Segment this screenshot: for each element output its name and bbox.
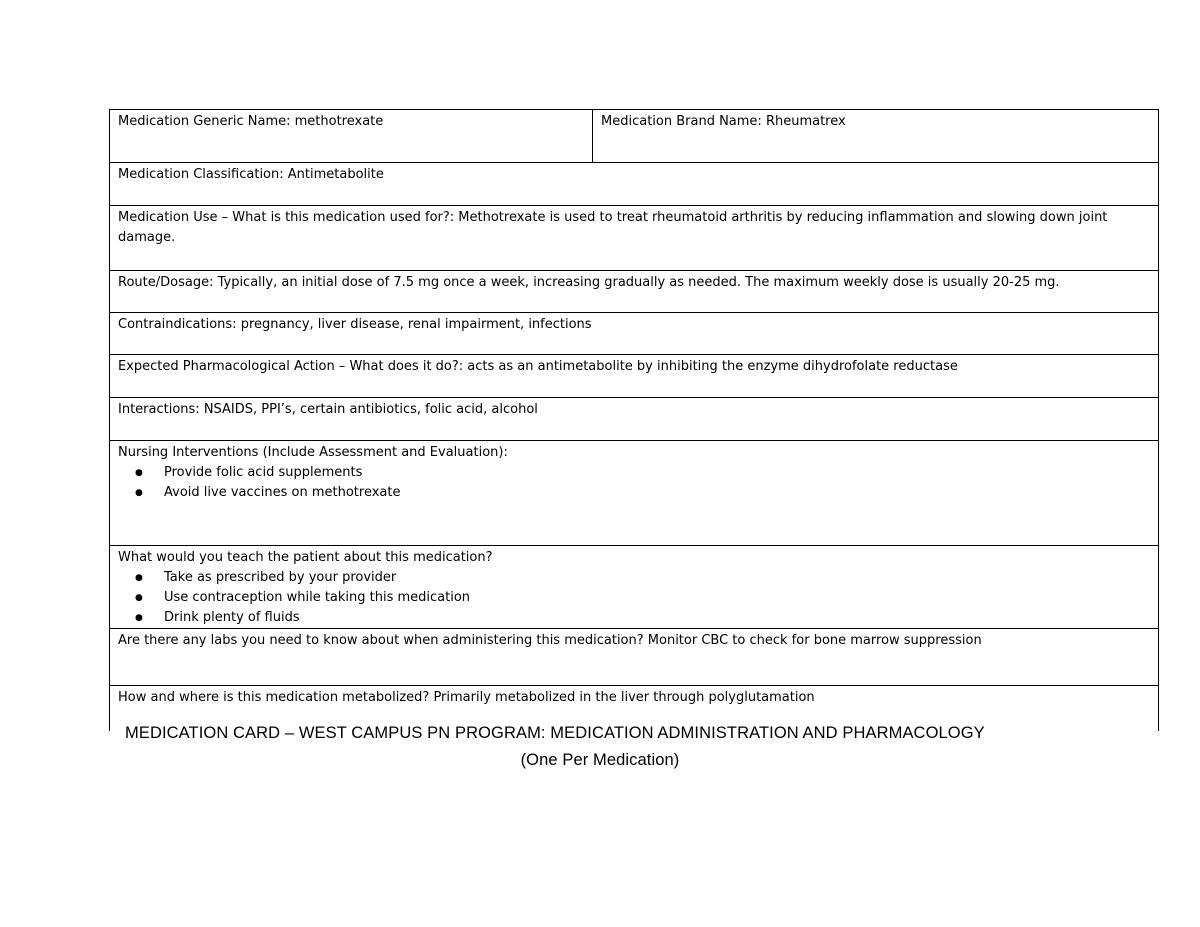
nursing-interventions-list [118, 463, 1150, 503]
names-row [110, 110, 1159, 163]
route-dosage-cell: Route/Dosage: Typically, an initial dose of 7.5 mg once a week, increasing gradually as needed. The maximum weekly dose is usually 20-25 mg. [110, 271, 1159, 313]
pharmacological-action-cell: Expected Pharmacological Action – What does it do?: acts as an antimetabolite by inhibiting the enzyme dihydrofolate reductase [110, 355, 1159, 398]
medication-card-table [109, 109, 1159, 731]
patient-teaching-list [118, 568, 1150, 628]
list-item: ● Provide folic acid supplements [164, 463, 1150, 483]
use-row [110, 206, 1159, 271]
labs-cell: Are there any labs you need to know about when administering this medication? Monitor CBC to check for bone marrow suppression [110, 629, 1159, 686]
list-item: ● Drink plenty of fluids [164, 608, 1150, 628]
list-item: ● Use contraception while taking this medication [164, 588, 1150, 608]
list-item: ● Avoid live vaccines on methotrexate [164, 483, 1150, 503]
patient-teaching-heading: What would you teach the patient about this medication? [118, 550, 493, 565]
classification-row [110, 163, 1159, 206]
footer-title: MEDICATION CARD – WEST CAMPUS PN PROGRAM: MEDICATION ADMINISTRATION AND PHARMACOLOGY [125, 724, 985, 742]
nursing-interventions-cell [110, 441, 1159, 546]
nursing-interventions-row [110, 441, 1159, 546]
route-dosage-row [110, 271, 1159, 313]
interactions-cell: Interactions: NSAIDS, PPI’s, certain antibiotics, folic acid, alcohol [110, 398, 1159, 441]
generic-name-cell: Medication Generic Name: methotrexate [110, 110, 593, 163]
pharmacological-action-row [110, 355, 1159, 398]
nursing-interventions-heading: Nursing Interventions (Include Assessment and Evaluation): [118, 445, 508, 460]
patient-teaching-row [110, 546, 1159, 629]
footer-subtitle: (One Per Medication) [520, 751, 680, 769]
brand-name-cell: Medication Brand Name: Rheumatrex [593, 110, 1159, 163]
contraindications-cell: Contraindications: pregnancy, liver disease, renal impairment, infections [110, 313, 1159, 355]
interactions-row [110, 398, 1159, 441]
use-cell: Medication Use – What is this medication used for?: Methotrexate is used to treat rheumatoid arthritis by reducing inflammation and slowing down joint damage. [110, 206, 1159, 271]
patient-teaching-cell [110, 546, 1159, 629]
metabolism-cell: How and where is this medication metabolized? Primarily metabolized in the liver through polyglutamation [110, 686, 1159, 732]
classification-cell: Medication Classification: Antimetabolite [110, 163, 1159, 206]
labs-row [110, 629, 1159, 686]
list-item: ● Take as prescribed by your provider [164, 568, 1150, 588]
contraindications-row [110, 313, 1159, 355]
